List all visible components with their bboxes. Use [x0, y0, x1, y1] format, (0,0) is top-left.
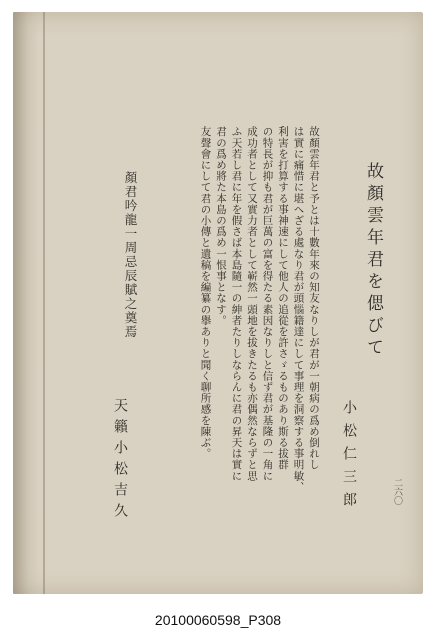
image-caption: 20100060598_P308 [154, 612, 282, 628]
body-line: の特長が抑も君が巨萬の富を得たる素因なりしと信ず君が基隆の一角に [261, 126, 274, 482]
body-line: 君の爲め將た本島の爲め一恨事となす。 [215, 126, 227, 326]
body-line: 友聲會にして君の小傳と遺稿を編纂の擧ありと聞く聊所感を陳ぶ。 [199, 126, 212, 459]
signature: 天籟小松吉久 [112, 398, 128, 524]
article-body [197, 126, 321, 492]
body-line: 成功者として又實力者として嶄然一頭地を拔きたるも亦偶然ならずと思 [246, 126, 258, 482]
body-line: は實に痛惜に堪へざる處なり君が頭惱籍達にして事理を洞察する事明敏、 [292, 126, 305, 493]
page-number: 二六〇 [392, 478, 402, 505]
poem-title: 顏君吟龍一周忌辰賦之奠焉 [123, 171, 138, 339]
document-page [13, 12, 423, 594]
article-title: 故顏雲年君を偲びて [363, 162, 383, 360]
author-name: 小松仁三郎 [341, 400, 357, 515]
page-spine-shadow [13, 12, 39, 594]
body-line: 利害を打算する事神速にして他人の追從を許さゞるものあり斯る拔群 [277, 126, 289, 471]
page-fold-line [43, 12, 45, 594]
body-line: ふ天若し君に年を假さば本島隨一の紳者たりしならんに君の昇天は實に [230, 126, 243, 482]
body-line: 故顏雲年君と予とは十數年來の知友なりしが君が一朝病の爲め倒れし [308, 126, 320, 471]
